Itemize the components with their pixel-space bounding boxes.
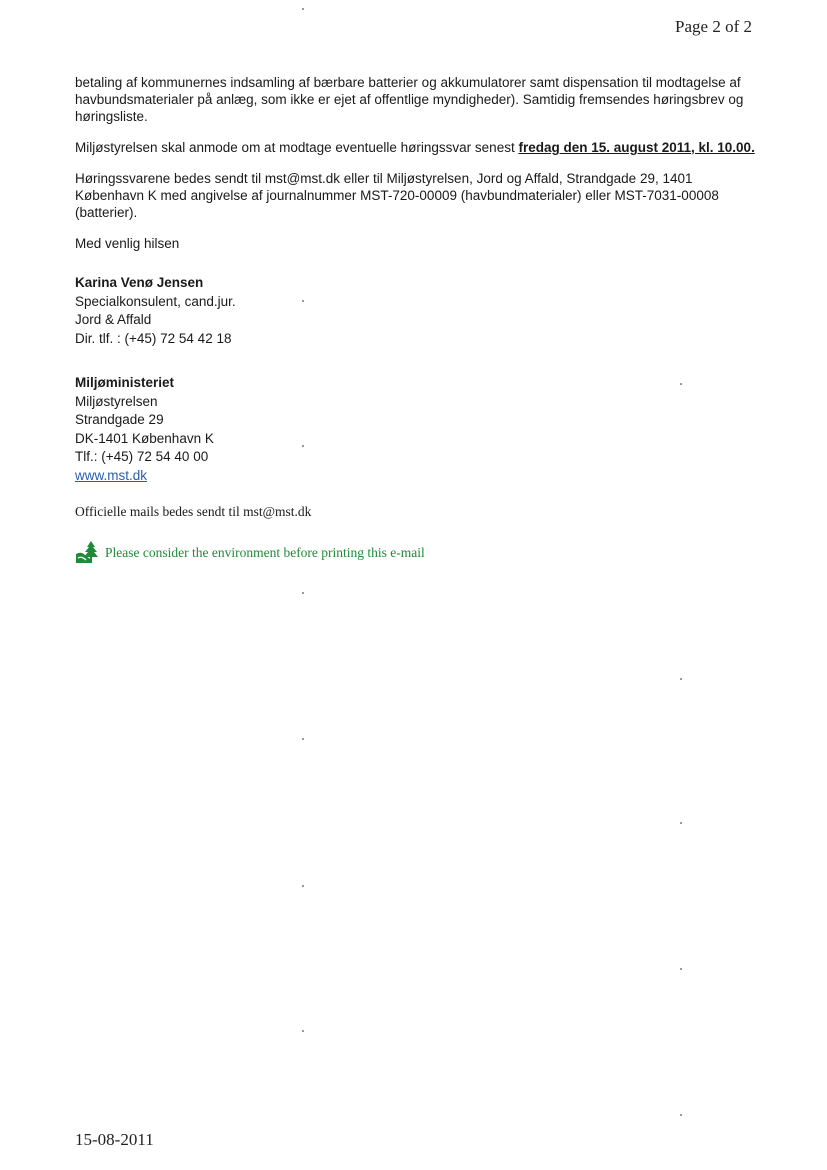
scan-speck — [302, 738, 304, 740]
scan-speck — [302, 592, 304, 594]
street-address: Strandgade 29 — [75, 412, 164, 427]
signature-block — [75, 274, 765, 348]
scan-speck — [680, 383, 682, 385]
document-date: 15-08-2011 — [75, 1130, 154, 1149]
website-link[interactable]: www.mst.dk — [75, 467, 148, 483]
deadline-prefix: Miljøstyrelsen skal anmode om at modtage eventuelle høringssvar senest — [75, 140, 519, 155]
scan-speck — [302, 445, 304, 447]
deadline-date: fredag den 15. august 2011, kl. 10.00. — [518, 140, 755, 155]
tree-icon — [75, 540, 101, 564]
ministry-name: Miljøministeriet — [75, 375, 175, 390]
closing-greeting: Med venlig hilsen — [75, 236, 180, 251]
scan-speck — [302, 885, 304, 887]
signer-department: Jord & Affald — [75, 312, 152, 327]
organization-block — [75, 374, 765, 485]
eco-message: Please consider the environment before printing this e-mail — [105, 544, 425, 560]
letter-body — [75, 74, 765, 564]
scan-speck — [302, 1030, 304, 1032]
signer-name: Karina Venø Jensen — [75, 275, 204, 290]
signer-direct-phone: Dir. tlf. : (+45) 72 54 42 18 — [75, 330, 232, 346]
signer-title: Specialkonsulent, cand.jur. — [75, 293, 236, 309]
official-mail-note: Officielle mails bedes sendt til mst@mst.dk — [75, 504, 312, 519]
scan-speck — [680, 822, 682, 824]
page-number: Page 2 of 2 — [675, 17, 752, 36]
scan-speck — [302, 300, 304, 302]
paragraph-intro: betaling af kommunernes indsamling af bærbare batterier og akkumulatorer samt dispensation til modtagelse af havbundsmaterialer på anlæg, som ikke er ejet af offentlige myndigheder). Samtidig fremsendes høringsbrev og høringsliste. — [75, 75, 744, 124]
organization-phone: Tlf.: (+45) 72 54 40 00 — [75, 449, 209, 464]
paragraph-deadline — [75, 139, 765, 156]
agency-name: Miljøstyrelsen — [75, 393, 158, 409]
city-address: DK-1401 København K — [75, 430, 214, 446]
paragraph-submission: Høringssvarene bedes sendt til mst@mst.dk eller til Miljøstyrelsen, Jord og Affald, Strandgade 29, 1401 København K med angivelse af journalnummer MST-720-00009 (havbundmaterialer) eller MST-7031-00008 (batterier). — [75, 171, 719, 220]
scan-speck — [680, 678, 682, 680]
scan-speck — [680, 968, 682, 970]
eco-notice — [75, 540, 765, 564]
scan-speck — [680, 1114, 682, 1116]
scan-speck — [302, 8, 304, 10]
